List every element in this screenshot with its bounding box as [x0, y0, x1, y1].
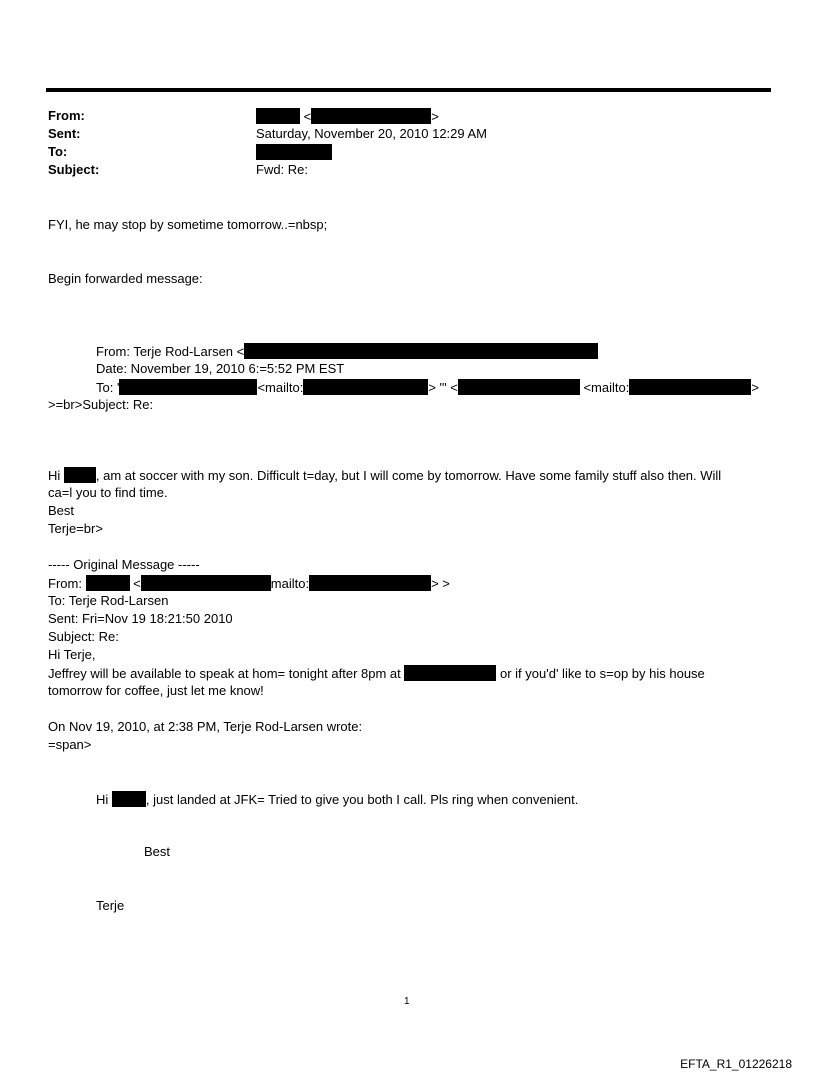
reply-line-best: Best	[48, 503, 75, 518]
reply-line-1: Hi , am at soccer with my son. Difficult t=day, but I will come by tomorrow. Have some family stuff also then. Will	[48, 468, 722, 483]
orig-subject-line: Subject: Re:	[48, 629, 119, 644]
redaction-box	[309, 575, 431, 591]
fwd-from-line: From: Terje Rod-Larsen <	[96, 343, 598, 360]
fwd-subject-line: >=br>Subject: Re:	[48, 397, 154, 412]
body-line-forwarded: Begin forwarded message:	[48, 271, 203, 286]
original-message-divider: ----- Original Message -----	[48, 557, 200, 572]
redaction-box	[311, 108, 431, 124]
orig-sent-line: Sent: Fri=Nov 19 18:21:50 2010	[48, 611, 233, 626]
fwd-to-line: To: ' <mailto: > '" < <mailto: >	[96, 380, 759, 395]
quote-span: =span>	[48, 737, 92, 752]
from-label: From:	[48, 108, 85, 123]
redaction-box	[244, 343, 598, 359]
page-number: 1	[404, 996, 410, 1007]
redaction-box	[404, 665, 496, 681]
orig-from-line: From: < mailto: > >	[48, 576, 450, 591]
sent-label: Sent:	[48, 126, 81, 141]
redaction-box	[303, 379, 428, 395]
redaction-box	[64, 467, 96, 483]
redaction-box	[256, 108, 300, 124]
redaction-box	[112, 791, 146, 807]
to-value	[256, 144, 332, 161]
quote-header: On Nov 19, 2010, at 2:38 PM, Terje Rod-Larsen wrote:	[48, 719, 363, 734]
quote-body-line: Hi , just landed at JFK= Tried to give you both I call. Pls ring when convenient.	[96, 792, 579, 807]
sent-value: Saturday, November 20, 2010 12:29 AM	[256, 126, 488, 141]
reply-line-2: ca=l you to find time.	[48, 485, 168, 500]
orig-body-line-2: tomorrow for coffee, just let me know!	[48, 683, 264, 698]
orig-to-line: To: Terje Rod-Larsen	[48, 593, 169, 608]
orig-body-line-1: Jeffrey will be available to speak at hom= tonight after 8pm at or if you'd' like to s=op by his house	[48, 666, 705, 681]
redaction-box	[86, 575, 130, 591]
document-id: EFTA_R1_01226218	[680, 1057, 792, 1071]
fwd-date-line: Date: November 19, 2010 6:=5:52 PM EST	[96, 361, 345, 376]
redaction-box	[141, 575, 271, 591]
quote-sign: Terje	[96, 898, 125, 913]
redaction-box	[458, 379, 580, 395]
from-value: < >	[256, 108, 439, 125]
subject-label: Subject:	[48, 162, 100, 177]
redaction-box	[256, 144, 332, 160]
header-rule	[46, 88, 771, 92]
body-line-fyi: FYI, he may stop by sometime tomorrow..=nbsp;	[48, 217, 328, 232]
redaction-box	[629, 379, 751, 395]
orig-greeting: Hi Terje,	[48, 647, 96, 662]
subject-value: Fwd: Re:	[256, 162, 309, 177]
quote-best: Best	[144, 844, 171, 859]
reply-line-sign: Terje=br>	[48, 521, 103, 536]
to-label: To:	[48, 144, 68, 159]
redaction-box	[119, 379, 257, 395]
